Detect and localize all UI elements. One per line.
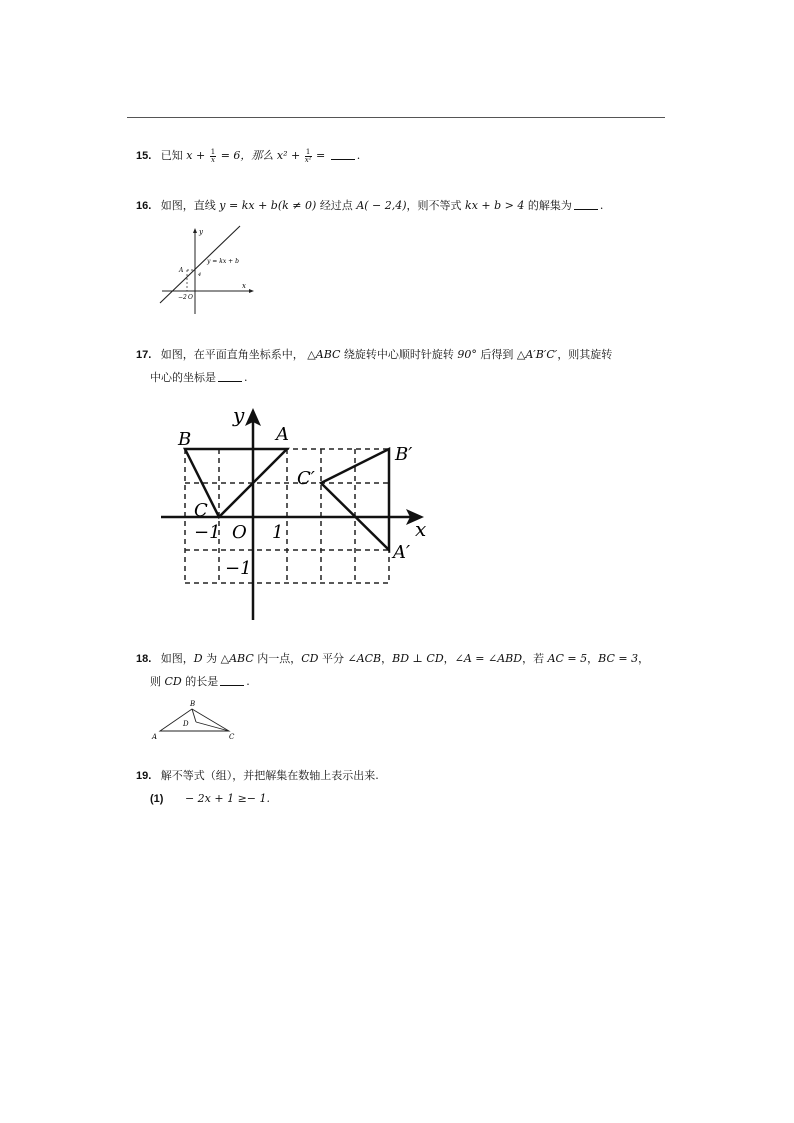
math-expression: kx + b > 4 [465,199,525,212]
question-18-line2: 则 CD 的长是 . [150,675,250,688]
question-15: 15. 已知 x + $\frac{1}{x}$ = 6，那么 x² + $\frac{1}{\text{x²}}$ = . [136,147,361,164]
math-expression: − 2x + 1 ≥− 1. [184,792,270,805]
math-expression: x + [186,149,206,162]
question-18: 18. 如图，D 为 △ABC 内一点，CD 平分 ∠ACB，BD ⊥ CD，∠A = ∠ABD，若 AC = 5，BC = 3， [136,652,650,665]
tick-neg1-x: −1 [194,522,221,543]
answer-blank[interactable] [218,371,242,382]
x-label: x [242,282,246,290]
math-expression: 90° [457,348,477,361]
question-number: 17. [136,349,152,361]
question-19-part1 [150,790,270,808]
triangle-abc [160,709,229,731]
tick-neg1-y: −1 [225,558,252,579]
y-label: y [233,403,245,427]
label-b-prime: B′ [395,444,413,465]
label-c: C [194,500,208,521]
question-text: 解不等式（组），并把解集在数轴上表示出来. [160,769,379,782]
math-expression: △A′B′C′ [516,348,558,361]
question-number: 18. [136,653,152,665]
question-16: 16. 如图，直线 y = kx + b(k ≠ 0) 经过点 A( − 2,4)，则不等式 kx + b > 4 的解集为 . [136,199,604,212]
question-number: 19. [136,770,152,782]
answer-blank[interactable] [331,149,355,160]
x-arrow [249,289,254,293]
question-17-line2: 中心的坐标是 . [150,371,248,384]
x-label: x [415,517,427,541]
origin-label: O [232,522,247,543]
question-text: 后得到 [480,348,514,361]
question-text: 如图，在平面直角坐标系中， [160,348,304,361]
line-label: y = kx + b [207,258,239,265]
y-label: y [199,228,203,236]
math-expression: x² + [276,149,301,162]
origin-label: O [188,294,193,301]
label-a-prime: A′ [393,542,411,563]
question-text: 如图，直线 [160,199,216,212]
answer-blank[interactable] [220,675,244,686]
figure-16 [158,224,258,316]
segment-cd [196,722,229,731]
fraction: $\frac{1}{\text{x²}}$ [304,147,312,164]
question-text: 中心的坐标是 [150,371,216,384]
label-b: B [190,700,196,708]
point-a-label: A [179,267,184,274]
math-expression: △ABC [307,348,341,361]
four-label: 4 [198,272,202,278]
math-expression: y = kx + b(k ≠ 0) [219,199,317,212]
figure-18 [150,697,240,742]
question-text: 绕旋转中心顺时针旋转 [343,348,454,361]
question-number: 16. [136,200,152,212]
answer-blank[interactable] [574,199,598,210]
label-d: D [183,720,189,728]
question-text: 经过点 [319,199,353,212]
math-expression: = [316,149,326,162]
label-c-prime: C′ [297,468,315,489]
question-19 [136,767,379,785]
label-c: C [229,733,235,741]
tick-1-x: 1 [272,522,284,543]
figure-17 [158,403,433,621]
question-17: 17. 如图，在平面直角坐标系中， △ABC 绕旋转中心顺时针旋转 90° 后得到 △A′B′C′，则其旋转 [136,348,613,361]
math-expression: A( − 2,4) [356,199,407,212]
question-text: 的解集为 [527,199,572,212]
y-arrow [193,228,197,233]
label-a: A [276,424,289,445]
label-a: A [152,733,158,741]
header-rule [127,117,665,118]
subquestion-number: (1) [150,793,164,805]
fraction: $\frac{1}{x}$ [210,147,216,164]
question-text: 已知 [160,149,183,162]
question-number: 15. [136,150,152,162]
math-expression: = 6，那么 [220,149,274,162]
label-b: B [178,429,192,450]
neg2-label: −2 [178,294,187,301]
